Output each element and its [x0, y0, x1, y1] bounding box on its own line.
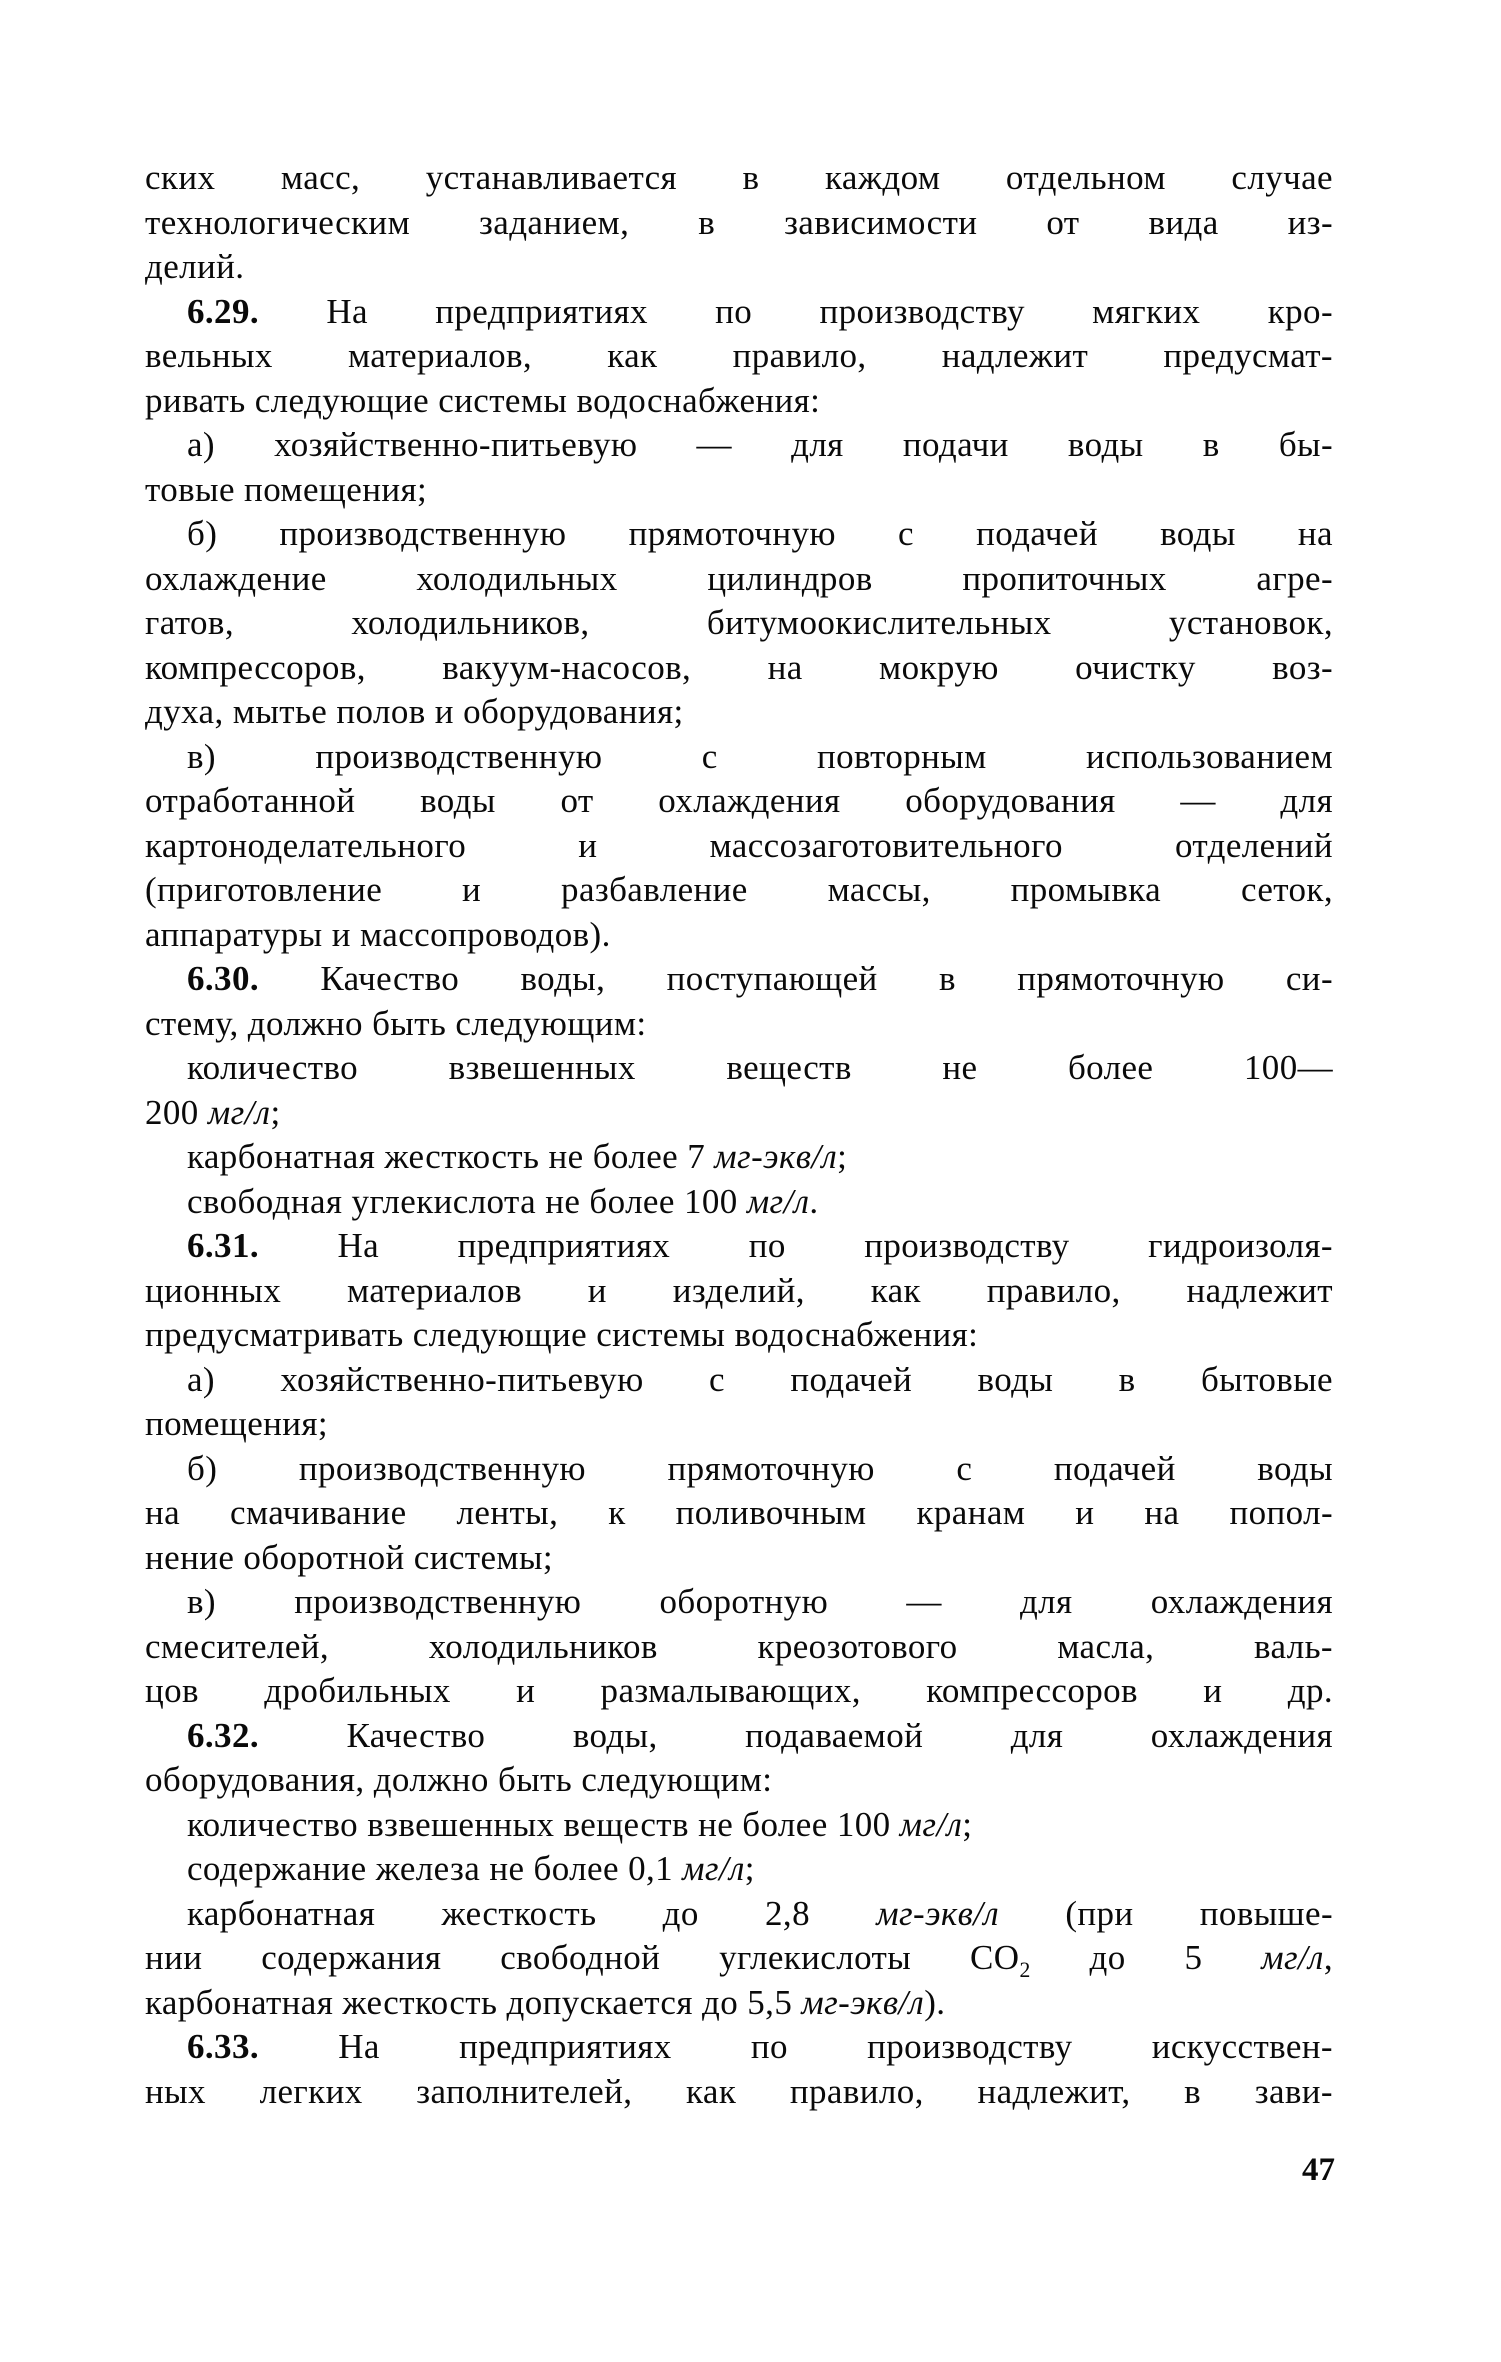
text-segment: технологическим заданием, в зависимости от вида из- [145, 202, 1333, 242]
text-segment: карбонатная жесткость до 2,8 [187, 1893, 877, 1933]
section-number: 6.33. [187, 2027, 259, 2066]
text-segment: товые помещения; [145, 469, 428, 509]
section-number: 6.31. [187, 1226, 259, 1265]
text-line [145, 646, 1333, 691]
text-line [145, 334, 1333, 379]
text-line [145, 2070, 1333, 2115]
text-line [145, 1936, 1333, 1981]
unit-label: мг-экв/л [714, 1137, 838, 1176]
text-line [145, 1491, 1333, 1536]
text-segment: Качество воды, поступающей в прямоточную си- [259, 959, 1333, 998]
section-number: 6.29. [187, 291, 259, 331]
text-segment: вельных материалов, как правило, надлежит предусмат- [145, 336, 1333, 375]
text-line [145, 1091, 1333, 1136]
text-line [145, 1224, 1333, 1269]
text-segment: в) производственную оборотную — для охлаждения [187, 1582, 1333, 1621]
text-line [145, 1981, 1333, 2026]
text-segment: в) производственную с повторным использованием [187, 736, 1333, 776]
text-line [145, 1358, 1333, 1403]
text-line [145, 156, 1333, 201]
text-segment: количество взвешенных веществ не более 100— [187, 1048, 1333, 1087]
text-segment: ; [837, 1137, 848, 1176]
text-segment: отработанной воды от охлаждения оборудования — для [145, 781, 1333, 820]
text-segment: ). [924, 1982, 946, 2022]
text-line [145, 2025, 1333, 2070]
text-segment: б) производственную прямоточную с подачей воды [187, 1448, 1333, 1488]
text-line [145, 1402, 1333, 1447]
text-segment: цов дробильных и размалывающих, компрессоров и др. [145, 1671, 1333, 1710]
text-segment: содержание железа не более 0,1 [187, 1849, 683, 1888]
text-line [145, 201, 1333, 246]
text-line [145, 824, 1333, 869]
text-line [145, 557, 1333, 602]
text-segment: гатов, холодильников, битумоокислительных установок, [145, 603, 1333, 642]
text-segment: картоноделательного и массозаготовительного отделений [145, 825, 1333, 865]
text-segment: смесителей, холодильников креозотового масла, валь- [145, 1626, 1333, 1666]
text-segment: охлаждение холодильных цилиндров пропиточных агре- [145, 558, 1333, 598]
text-segment: на смачивание ленты, к поливочным кранам и на попол- [145, 1493, 1333, 1532]
text-segment: 200 [145, 1092, 208, 1132]
unit-label: мг/л [207, 1092, 271, 1132]
text-segment: ционных материалов и изделий, как правило, надлежит [145, 1270, 1333, 1310]
section-number: 6.32. [187, 1715, 259, 1755]
text-line [145, 913, 1333, 958]
text-segment: ; [744, 1849, 755, 1888]
text-segment: На предприятиях по производству искусствен- [259, 2027, 1333, 2066]
unit-label: мг-экв/л [801, 1982, 925, 2022]
text-segment: предусматривать следующие системы водоснабжения: [145, 1315, 979, 1354]
text-segment: духа, мытье полов и оборудования; [145, 692, 684, 731]
text-segment: На предприятиях по производству гидроизоля- [259, 1226, 1333, 1265]
text-line [145, 1313, 1333, 1358]
text-line [145, 1669, 1333, 1714]
text-line [145, 423, 1333, 468]
text-segment: количество взвешенных веществ не более 100 [187, 1804, 900, 1844]
text-line [145, 1847, 1333, 1892]
text-segment: помещения; [145, 1404, 329, 1443]
text-segment: а) хозяйственно-питьевую — для подачи воды в бы- [187, 425, 1333, 464]
text-line [145, 779, 1333, 824]
text-segment: . [809, 1181, 819, 1221]
text-line [145, 601, 1333, 646]
text-segment: аппаратуры и массопроводов). [145, 914, 611, 954]
text-segment: ; [270, 1092, 281, 1132]
page-number: 47 [1302, 2152, 1335, 2188]
text-line [145, 1135, 1333, 1180]
text-line [145, 735, 1333, 780]
unit-label: мг/л [899, 1804, 963, 1844]
text-line [145, 1758, 1333, 1803]
text-line [145, 1536, 1333, 1581]
text-segment: карбонатная жесткость не более 7 [187, 1137, 715, 1176]
unit-label: мг/л [746, 1181, 810, 1221]
text-line [145, 245, 1333, 290]
text-line [145, 868, 1333, 913]
section-number: 6.30. [187, 959, 259, 998]
text-line [145, 1625, 1333, 1670]
text-segment: до 5 [1030, 1938, 1262, 1977]
text-segment: ; [962, 1804, 973, 1844]
text-line [145, 1447, 1333, 1492]
text-line [145, 1892, 1333, 1937]
text-line [145, 379, 1333, 424]
unit-label: мг/л [682, 1849, 745, 1888]
text-segment: (приготовление и разбавление массы, промывка сеток, [145, 870, 1333, 909]
text-segment: б) производственную прямоточную с подачей воды на [187, 514, 1333, 553]
text-segment: свободная углекислота не более 100 [187, 1181, 747, 1221]
text-line [145, 1269, 1333, 1314]
text-line [145, 468, 1333, 513]
text-segment: ских масс, устанавливается в каждом отдельном случае [145, 158, 1333, 197]
text-segment: компрессоров, вакуум-насосов, на мокрую очистку воз- [145, 647, 1333, 687]
text-line [145, 512, 1333, 557]
text-segment: оборудования, должно быть следующим: [145, 1760, 773, 1799]
text-segment: Качество воды, подаваемой для охлаждения [259, 1715, 1333, 1755]
text-line [145, 957, 1333, 1002]
text-block [145, 156, 1333, 2114]
text-segment: делий. [145, 247, 245, 286]
text-segment: (при повыше- [999, 1893, 1333, 1933]
text-segment: нение оборотной системы; [145, 1537, 553, 1577]
text-segment: ривать следующие системы водоснабжения: [145, 380, 821, 420]
text-segment: а) хозяйственно-питьевую с подачей воды в бытовые [187, 1359, 1333, 1399]
text-segment: ных легких заполнителей, как правило, надлежит, в зави- [145, 2071, 1333, 2111]
text-line [145, 1180, 1333, 1225]
text-line [145, 290, 1333, 335]
text-line [145, 690, 1333, 735]
text-line [145, 1046, 1333, 1091]
text-segment: нии содержания свободной углекислоты CO [145, 1938, 1020, 1977]
text-line [145, 1714, 1333, 1759]
text-line [145, 1002, 1333, 1047]
text-segment: стему, должно быть следующим: [145, 1003, 647, 1043]
unit-label: мг-экв/л [876, 1893, 1000, 1933]
text-segment: На предприятиях по производству мягких кро- [259, 291, 1333, 331]
text-line [145, 1580, 1333, 1625]
text-segment: карбонатная жесткость допускается до 5,5 [145, 1982, 802, 2022]
text-segment: , [1323, 1938, 1333, 1977]
text-line [145, 1803, 1333, 1848]
unit-label: мг/л [1261, 1938, 1324, 1977]
text-segment: 2 [1019, 1958, 1031, 1982]
